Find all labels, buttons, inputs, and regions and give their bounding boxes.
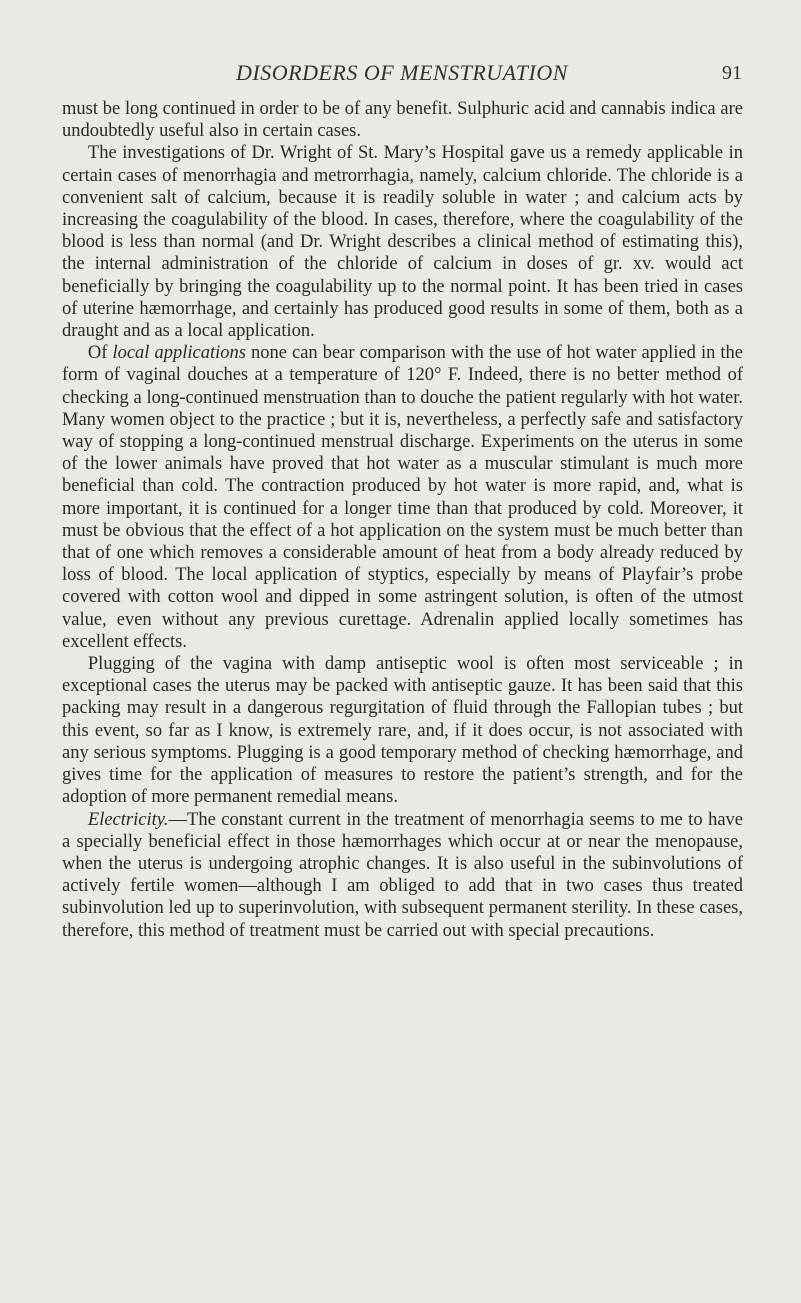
italic-term-local-applications: local applications [112,343,246,364]
body-text [62,98,743,942]
paragraph-plugging: Plugging of the vagina with damp antiseptic wool is often most serviceable ; in exceptional cases the uterus may be packed with antiseptic gauze. It has been said that this packing may result in a dangerous regurgitation of fluid through the Fallopian tubes ; but this event, so far as I know, is extremely rare, and, if it does occur, is not associated with any serious symptoms. Plugging is a good temporary method of checking hæmorrhage, and gives time for the application of measures to restore the patient’s strength, and for the adoption of more permanent remedial means. [62,654,743,808]
paragraph-lead-text: Of [87,343,113,364]
page-number: 91 [722,62,742,84]
paragraph-local-applications [62,342,743,653]
paragraph-rest-text: —The constant current in the treatment of menorrhagia seems to me to have a specially beneficial effect in those hæmorrhages which occur at or near the menopause, when the uterus is undergoing atrophic changes. It is also useful in the subinvolutions of actively fertile women—although I am obliged to add that in two cases thus treated subinvolution led up to superinvolution, with subsequent permanent sterility. In these cases, therefore, this method of treatment must be carried out with special precautions. [62,809,743,941]
running-title: DISORDERS OF MENSTRUATION [236,60,568,85]
paragraph-rest-text: none can bear comparison with the use of hot water applied in the form of vaginal douches at a temperature of 120° F. Indeed, there is no better method of checking a long-continued menstruation than to douche the patient regularly with hot water. Many women object to the practice ; but it is, nevertheless, a perfectly safe and satisfactory way of stopping a long-continued menstrual discharge. Experiments on the uterus in some of the lower animals have proved that hot water as a muscular stimulant is much more beneficial than cold. The contraction produced by hot water is more rapid, and, what is more important, it is continued for a longer time than that produced by cold. Moreover, it must be obvious that the effect of a hot application on the system must be much better than that of one which removes a considerable amount of heat from a body already reduced by loss of blood. The local application of styptics, especially by means of Playfair’s probe covered with cotton wool and dipped in some astringent solution, is often of the utmost value, even without any previous curettage. Adrenalin applied locally sometimes has excellent effects. [62,343,743,652]
running-header [62,60,742,90]
paragraph-electricity [62,809,743,942]
paragraph-continuation: must be long continued in order to be of any benefit. Sulphuric acid and cannabis indica are undoubtedly useful also in certain cases. [62,99,743,142]
paragraph-calcium-chloride: The investigations of Dr. Wright of St. Mary’s Hospital gave us a remedy applicable in certain cases of menorrhagia and metrorrhagia, namely, calcium chloride. The chloride is a convenient salt of calcium, because it is readily soluble in water ; and calcium acts by increasing the coagulability of the blood. In cases, therefore, where the coagulability of the blood is less than normal (and Dr. Wright describes a clinical method of estimating this), the internal administration of the chloride of calcium in doses of gr. xv. would act beneficially by bringing the coagulability up to the normal point. It has been tried in cases of uterine hæmorrhage, and certainly has produced good results in some of them, both as a draught and as a local application. [62,143,743,342]
italic-term-electricity: Electricity. [87,809,169,830]
